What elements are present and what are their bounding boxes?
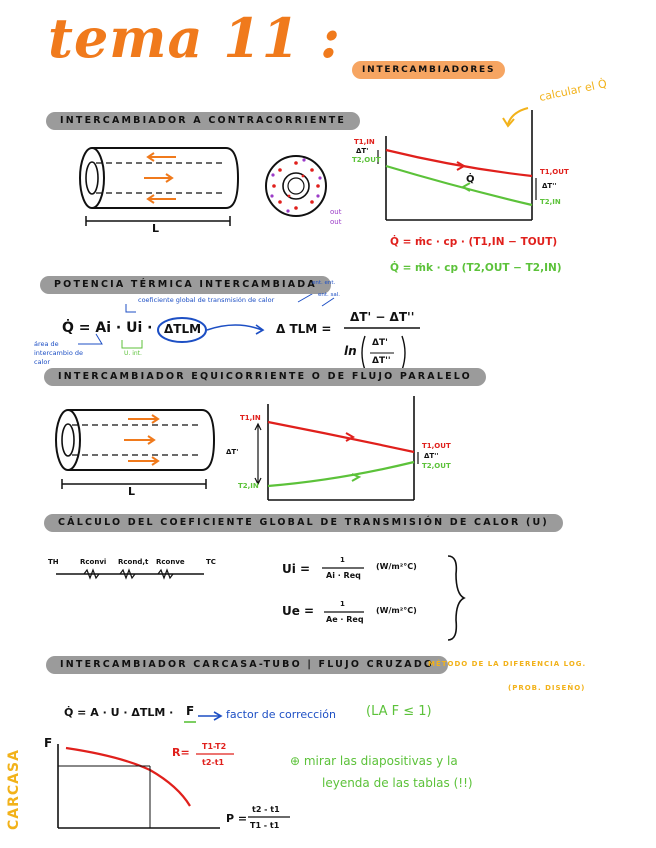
ue-num: 1 (340, 600, 345, 608)
carcasa-equation: Q̇ = A · U · ΔTLM · (64, 706, 174, 719)
tube-counterflow (80, 148, 238, 226)
chain-r2: Rcond,t (118, 558, 149, 566)
ui-lhs: Ui = (282, 562, 311, 576)
r-num: T1-T2 (202, 742, 227, 751)
chain-th: TH (48, 558, 59, 566)
ue-lhs: Ue = (282, 604, 315, 618)
f-axis-label: F (44, 736, 53, 750)
cf-t2-in: T2,IN (540, 198, 561, 206)
note-ent: ent. ent. (312, 280, 336, 286)
p-den: T1 - t1 (250, 821, 280, 830)
note-calcular: calcular el Q̇ (538, 77, 608, 104)
cf-t2-out: T2,OUT (352, 156, 381, 164)
potencia-dtlm: ΔTLM (164, 322, 202, 336)
pf-t1-in: T1,IN (240, 414, 261, 422)
pf-dt-prime: ΔT' (226, 448, 239, 456)
potencia-main-eq: Q̇ = Ai · Ui · (62, 320, 153, 336)
section-equicorriente: INTERCAMBIADOR EQUICORRIENTE O DE FLUJO PARALELO (44, 368, 486, 386)
pf-dt-double: ΔT'' (424, 452, 439, 460)
resistance-chain (56, 570, 204, 578)
carcasa-side-label: CARCASA (6, 749, 22, 830)
f-chart (58, 744, 220, 828)
tube-parallel (56, 410, 214, 489)
section-carcasa: INTERCAMBIADOR CARCASA-TUBO | FLUJO CRUZADO (46, 656, 448, 674)
cf-dt-prime: ΔT' (356, 147, 369, 155)
cross-section-diagram (266, 156, 326, 216)
counterflow-graph-axes (378, 110, 536, 220)
r-lhs: R= (172, 746, 190, 759)
section-potencia: POTENCIA TÉRMICA INTERCAMBIADA (40, 276, 331, 294)
cf-t1-out: T1,OUT (540, 168, 569, 176)
green-note-line1: ⊕ mirar las diapositivas y la (290, 754, 458, 768)
note-ent2: ent. sal. (318, 292, 341, 298)
ue-den: Ae · Req (326, 615, 364, 624)
section-contracorriente: INTERCAMBIADOR A CONTRACORRIENTE (46, 112, 360, 130)
lmtd-numerator: ΔT' − ΔT'' (350, 310, 415, 324)
note-u-int: U. int. (124, 350, 142, 357)
method-note: MÉTODO DE LA DIFERENCIA LOG. (428, 660, 587, 668)
page-title: tema 11 : (48, 6, 342, 70)
tube-length-label: L (152, 222, 160, 235)
tube2-length-label: L (128, 485, 136, 498)
pf-t2-out: T2,OUT (422, 462, 451, 470)
lmtd-frac-bottom: ΔT'' (372, 356, 391, 366)
topic-badge: INTERCAMBIADORES (352, 61, 505, 79)
p-lhs: P = (226, 812, 248, 825)
cross-section-out-2: out (330, 218, 342, 226)
r-den: t2-t1 (202, 758, 225, 767)
cf-t1-in: T1,IN (354, 138, 375, 146)
chain-tc: TC (206, 558, 216, 566)
eq-hot: Q̇ = ṁc · cp · (T1,IN − TOUT) (390, 236, 558, 248)
cf-dt-double: ΔT'' (542, 182, 557, 190)
p-num: t2 - t1 (252, 805, 280, 814)
note-area: área de intercambio de calor (34, 340, 83, 366)
eq-cold: Q̇ = ṁk · cp (T2,OUT − T2,IN) (390, 262, 562, 274)
brace (448, 556, 464, 640)
factor-text: factor de corrección (226, 708, 336, 721)
green-note-line2: leyenda de las tablas (!!) (322, 776, 473, 790)
ui-den: Ai · Req (326, 571, 361, 580)
design-note: (PROB. DISEÑO) (508, 684, 586, 692)
factor-f: F (186, 704, 195, 718)
ue-unit: (W/m²°C) (376, 606, 417, 615)
ui-unit: (W/m²°C) (376, 562, 417, 571)
pf-t2-in: T2,IN (238, 482, 259, 490)
cf-q-label: Q̇ (466, 174, 475, 185)
section-coeficiente: CÁLCULO DEL COEFICIENTE GLOBAL DE TRANSMISIÓN DE CALOR (U) (44, 514, 563, 532)
lmtd-lhs: Δ TLM = (276, 322, 332, 336)
ui-num: 1 (340, 556, 345, 564)
note-coeficiente: coeficiente global de transmisión de calor (138, 296, 275, 304)
lmtd-frac-top: ΔT' (372, 338, 388, 348)
parallel-graph-axes (255, 396, 418, 500)
chain-r3: Rconve (156, 558, 185, 566)
pf-t1-out: T1,OUT (422, 442, 451, 450)
cross-section-out-1: out (330, 208, 342, 216)
chain-r1: Rconvi (80, 558, 107, 566)
factor-condition: (LA F ≤ 1) (366, 704, 432, 719)
lmtd-ln: ln (344, 344, 357, 358)
